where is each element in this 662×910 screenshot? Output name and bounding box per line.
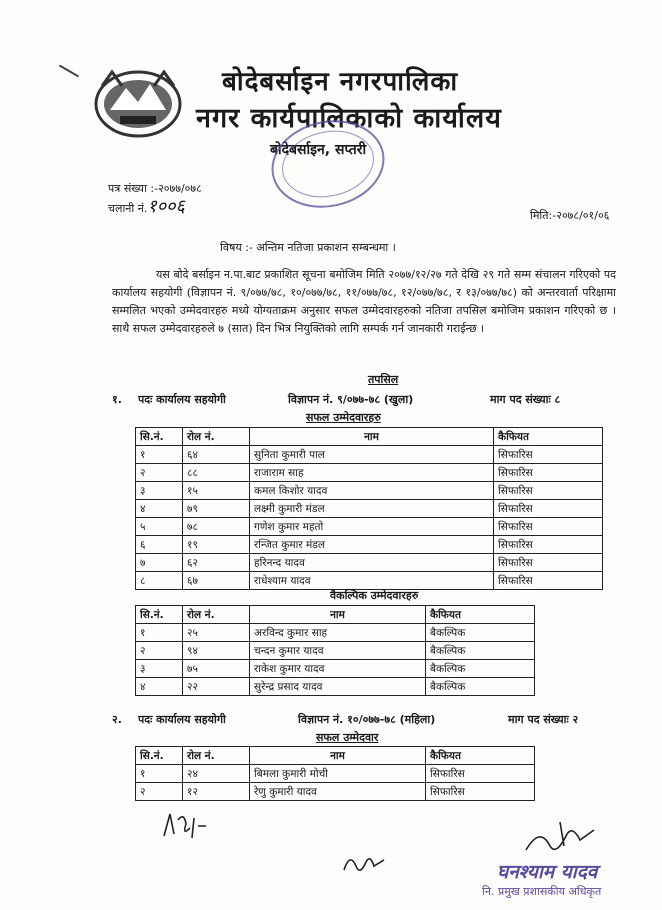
- cell-name: बिमला कुमारी मोची: [250, 765, 426, 783]
- table-header-row: [136, 428, 603, 446]
- body-text: यस बोदे बर्साइन न.पा.बाट प्रकाशित सूचना बमोजिम मिति २०७७/१२/२७ गते देखि २९ गते सम्म संचालन गरिएको पद कार्यालय सहयोगी (विज्ञापन नं. ९/०७७/७८, १०/०७७/७८, ११/०७७/७८, १२/०७७/७८, र १३/०७७/७८) को अन्तरवार्ता परिक्षामा सम्मलित भएको उम्मेदवारहरु मध्ये योग्यताक्रम अनुसार सफल उम्मेदवारहरुको नतिजा तपसिल बमोजिम प्रकाशन गरिएको छ । साथै सफल उम्मेदवारहरुले ७ (सात) दिन भित्र नियुक्तिको लागि सम्पर्क गर्न जानकारी गराईन्छ ।: [112, 268, 616, 335]
- body-paragraph: [112, 266, 616, 338]
- cell-roll: ७५: [183, 660, 250, 678]
- cell-remarks: सिफारिस: [494, 482, 603, 500]
- cell-name: सुरेन्द्र प्रसाद यादव: [250, 678, 426, 696]
- cell-roll: ७९: [183, 500, 250, 518]
- section1-alternate-heading: वैकल्पिक उम्मेदवारहरु: [330, 589, 419, 602]
- cell-serial: ३: [136, 660, 183, 678]
- dispatch-number-value: १००६: [147, 196, 185, 217]
- section1-num: १.: [112, 393, 122, 406]
- cell-remarks: बैकल्पिक: [426, 642, 535, 660]
- section1-demand: माग पद संख्याः ८: [490, 393, 561, 406]
- table-row: [136, 624, 535, 642]
- cell-remarks: सिफारिस: [494, 500, 603, 518]
- table-row: [136, 536, 603, 554]
- cell-serial: ६: [136, 536, 183, 554]
- table-header-row: [136, 747, 535, 765]
- col-remarks: कैफियत: [426, 606, 535, 624]
- table-row: [136, 500, 603, 518]
- reference-block: [108, 180, 202, 218]
- section1-success-heading: सफल उम्मेदवारहरु: [306, 411, 381, 424]
- col-roll: रोल नं.: [183, 747, 250, 765]
- cell-serial: ७: [136, 554, 183, 572]
- cell-roll: ७८: [183, 518, 250, 536]
- cell-name: राकेश कुमार यादव: [250, 660, 426, 678]
- col-serial: सि.नं.: [136, 747, 183, 765]
- table-row: [136, 554, 603, 572]
- success-candidates-table-1: [135, 427, 603, 590]
- table-row: [136, 446, 603, 464]
- initial-signature-1: [160, 808, 210, 842]
- table-row: [136, 464, 603, 482]
- cell-serial: १: [136, 624, 183, 642]
- cell-name: चन्दन कुमार यादव: [250, 642, 426, 660]
- cell-name: कमल किशोर यादव: [250, 482, 494, 500]
- cell-remarks: सिफारिस: [494, 536, 603, 554]
- section1-post: पदः कार्यालय सहयोगी: [138, 393, 226, 406]
- col-serial: सि.नं.: [136, 606, 183, 624]
- table-row: [136, 642, 535, 660]
- col-name: नाम: [250, 747, 426, 765]
- officer-signature: [520, 816, 600, 860]
- nepal-emblem-icon: [92, 66, 184, 138]
- subject-line: विषय :- अन्तिम नतिजा प्रकाशन सम्बन्धमा ।: [220, 241, 396, 254]
- municipality-name: बोदेबर्साइन नगरपालिका: [222, 67, 459, 97]
- cell-roll: १२: [183, 783, 250, 801]
- cell-remarks: सिफारिस: [494, 464, 603, 482]
- cell-remarks: बैकल्पिक: [426, 678, 535, 696]
- cell-serial: ३: [136, 482, 183, 500]
- cell-remarks: बैकल्पिक: [426, 624, 535, 642]
- table-row: [136, 783, 535, 801]
- section2-post: पदः कार्यालय सहयोगी: [138, 713, 226, 726]
- table-row: [136, 660, 535, 678]
- scan-mark: [59, 65, 79, 78]
- section2-success-heading: सफल उम्मेदवार: [316, 731, 379, 744]
- office-stamp: [268, 118, 388, 210]
- cell-remarks: सिफारिस: [494, 554, 603, 572]
- cell-roll: २२: [183, 678, 250, 696]
- cell-remarks: सिफारिस: [426, 783, 535, 801]
- success-candidates-table-2: [135, 746, 535, 801]
- cell-roll: १५: [183, 482, 250, 500]
- section2-num: २.: [112, 713, 122, 726]
- office-name: नगर कार्यपालिकाको कार्यालय: [196, 103, 502, 134]
- table-row: [136, 518, 603, 536]
- col-roll: रोल नं.: [183, 606, 250, 624]
- cell-remarks: सिफारिस: [494, 518, 603, 536]
- cell-serial: ८: [136, 572, 183, 590]
- col-serial: सि.नं.: [136, 428, 183, 446]
- table-header-row: [136, 606, 535, 624]
- col-remarks: कैफियत: [426, 747, 535, 765]
- table-row: [136, 482, 603, 500]
- cell-remarks: सिफारिस: [494, 446, 603, 464]
- office-address: बोदेबर्साइन, सप्तरी: [270, 142, 367, 158]
- signatory-name-stamp: घनश्याम यादव: [497, 861, 598, 883]
- col-name: नाम: [250, 428, 494, 446]
- cell-remarks: बैकल्पिक: [426, 660, 535, 678]
- cell-serial: २: [136, 642, 183, 660]
- cell-serial: १: [136, 446, 183, 464]
- cell-roll: २५: [183, 624, 250, 642]
- section2-demand: माग पद संख्याः २: [508, 713, 579, 726]
- table-row: [136, 678, 535, 696]
- signatory-title-stamp: नि. प्रमुख प्रशासकीय अधिकृत: [482, 885, 602, 898]
- cell-name: अरविन्द कुमार साह: [250, 624, 426, 642]
- cell-serial: २: [136, 464, 183, 482]
- col-name: नाम: [250, 606, 426, 624]
- table-row: [136, 572, 603, 590]
- cell-roll: ६२: [183, 554, 250, 572]
- cell-roll: ६४: [183, 446, 250, 464]
- cell-roll: ६७: [183, 572, 250, 590]
- cell-name: राधेश्याम यादव: [250, 572, 494, 590]
- cell-serial: ४: [136, 500, 183, 518]
- table-row: [136, 765, 535, 783]
- cell-roll: २४: [183, 765, 250, 783]
- letter-date: मिति:-२०७८/०१/०६: [530, 209, 610, 222]
- cell-serial: १: [136, 765, 183, 783]
- cell-remarks: सिफारिस: [494, 572, 603, 590]
- tapsil-heading: तपसिल: [368, 373, 399, 386]
- cell-name: लक्ष्मी कुमारी मंडल: [250, 500, 494, 518]
- section2-advertisement: विज्ञापन नं. १०/०७७-७८ (महिला): [298, 713, 436, 726]
- alternate-candidates-table: [135, 605, 535, 696]
- col-roll: रोल नं.: [183, 428, 250, 446]
- cell-roll: ८८: [183, 464, 250, 482]
- cell-name: राजाराम साह: [250, 464, 494, 482]
- dispatch-number: चलानी नं.१००६: [108, 196, 185, 217]
- cell-serial: ४: [136, 678, 183, 696]
- col-remarks: कैफियत: [494, 428, 603, 446]
- initial-signature-2: [340, 848, 390, 878]
- cell-remarks: सिफारिस: [426, 765, 535, 783]
- cell-roll: १९: [183, 536, 250, 554]
- cell-roll: ९४: [183, 642, 250, 660]
- cell-serial: ५: [136, 518, 183, 536]
- cell-name: रेणु कुमारी यादव: [250, 783, 426, 801]
- section1-advertisement: विज्ञापन नं. ९/०७७-७८ (खुला): [288, 393, 414, 406]
- cell-name: रन्जित कुमार मंडल: [250, 536, 494, 554]
- cell-name: सुनिता कुमारी पाल: [250, 446, 494, 464]
- cell-name: गणेश कुमार महतो: [250, 518, 494, 536]
- cell-name: हरिनन्द यादव: [250, 554, 494, 572]
- letter-number: पत्र संख्या :-२०७७/०७८: [108, 182, 202, 195]
- cell-serial: २: [136, 783, 183, 801]
